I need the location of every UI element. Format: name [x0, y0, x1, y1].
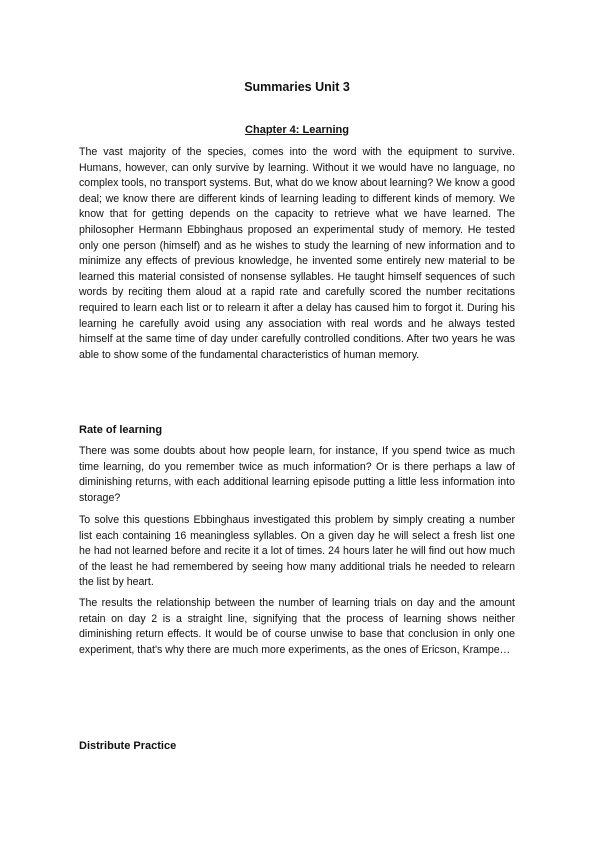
section-heading-rate-of-learning: Rate of learning — [79, 424, 163, 436]
document-title: Summaries Unit 3 — [244, 80, 350, 94]
intro-paragraph: The vast majority of the species, comes into the word with the equipment to survive. Humans, however, can only survive by learning. Without it we would have no language, no complex tools, no transport systems. But, what do we know about learning? We know a good deal; we know there are different kinds of learning leading to different kinds of memory. We know that for getting depends on the capacity to retrieve what we have learned. The philosopher Hermann Ebbinghaus proposed an experimental study of memory. He tested only one person (himself) and as he wishes to study the learning of new information and to minimize any effects of previous knowledge, he invented some entirely new material to be learned this material consisted of nonsense syllables. He taught himself sequences of such words by reciting them aloud at a rapid rate and carefully scored the number recitations required to learn each list or to relearn it after a delay has caused him to forgot it. During his learning he carefully avoid using any association with real words and he always tested himself at the same time of day under carefully controlled conditions. After two years he was able to show some of the fundamental characteristics of human memory. — [79, 146, 515, 361]
section-heading-distribute-practice: Distribute Practice — [79, 740, 177, 752]
chapter-title: Chapter 4: Learning — [245, 124, 349, 136]
rate-paragraph-1: There was some doubts about how people learn, for instance, If you spend twice as much time learning, do you remember twice as much information? Or is there perhaps a law of diminishing returns, with each additional learning episode putting a little less information into storage? — [79, 445, 515, 504]
rate-paragraph-2: To solve this questions Ebbinghaus investigated this problem by simply creating a number list each containing 16 meaningless syllables. On a given day he will select a fresh list one he had not learned before and recite it a lot of times. 24 hours later he will find out how much of the least he had remembered by seeing how many additional trials he needed to relearn the list by heart. — [79, 514, 515, 589]
rate-paragraph-3: The results the relationship between the number of learning trials on day and the amount retain on day 2 is a straight line, signifying that the process of learning shows neither diminishing return effects. It would be of course unwise to base that conclusion in only one experiment, that's why there are much more experiments, as the ones of Ericson, Krampe… — [79, 597, 515, 656]
